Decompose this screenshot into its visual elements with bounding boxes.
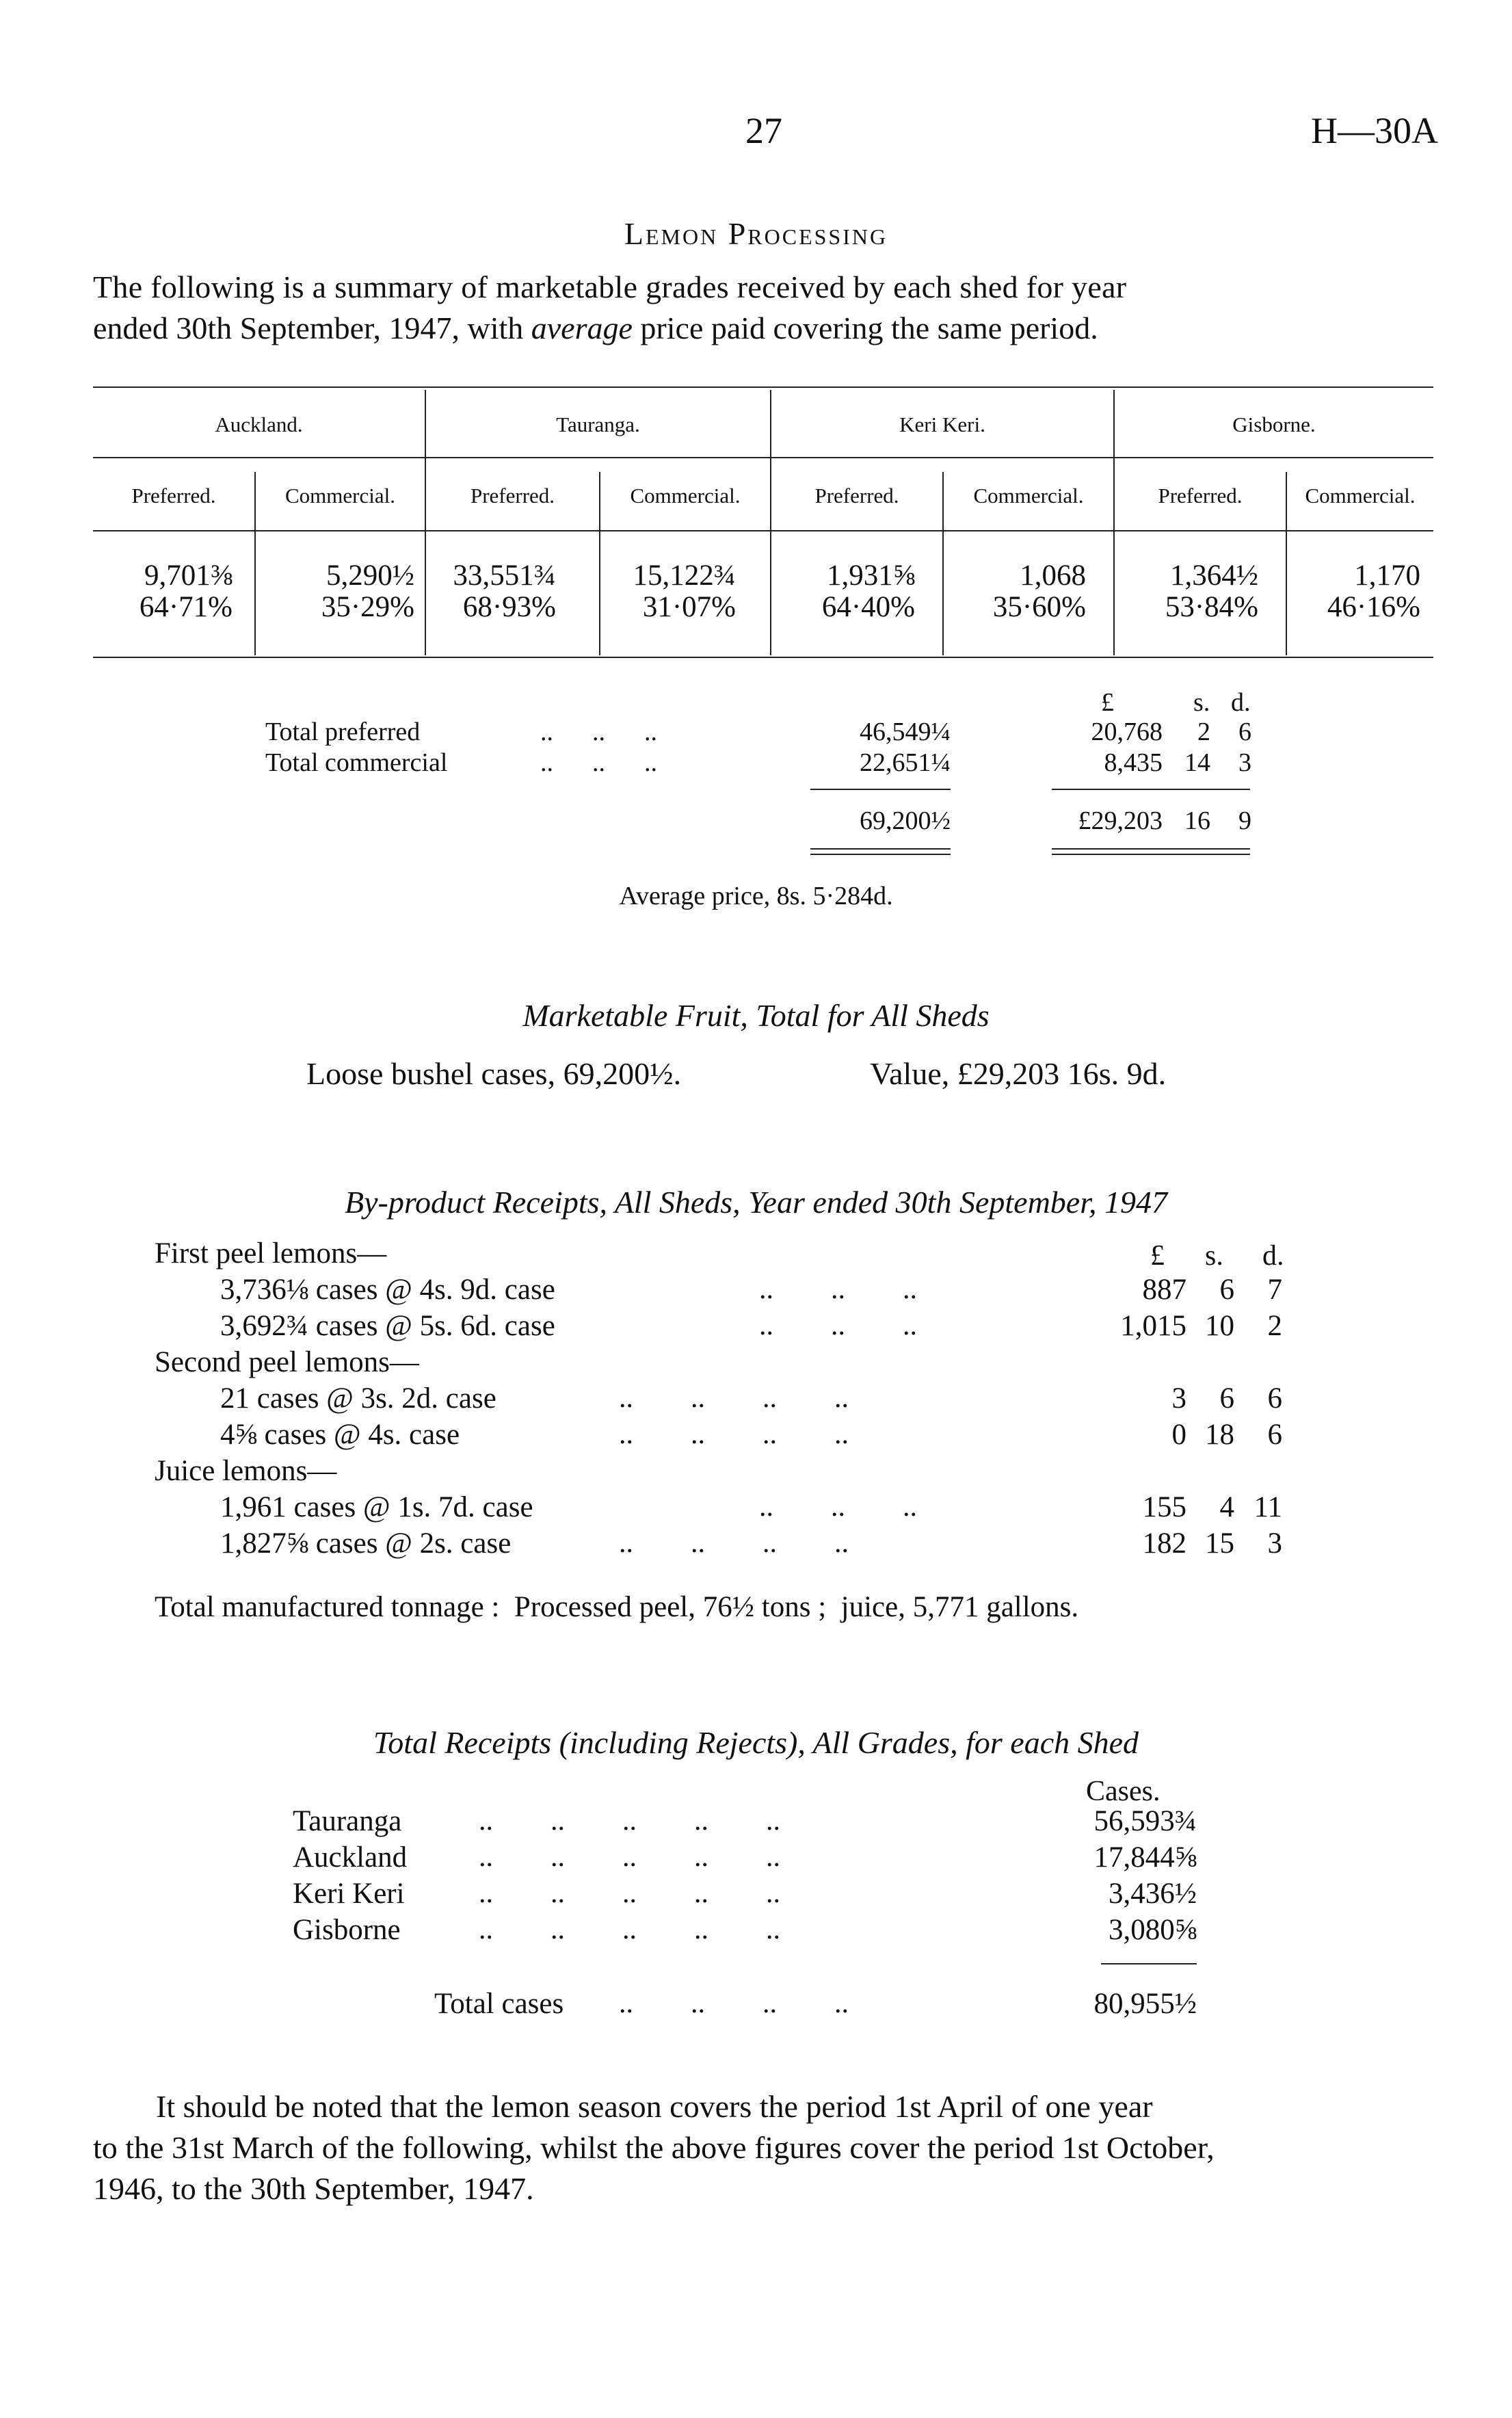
note-line-1: It should be noted that the lemon season covers the period 1st April of one year [156,2089,1153,2124]
total-commercial-shillings: 14 [1184,748,1210,777]
total-preferred-shillings: 2 [1197,718,1210,746]
dot-leader: .. .. .. .. .. [479,1878,780,1909]
table-cell-percent: 31·07% [642,591,736,623]
item-shillings: 15 [1205,1527,1234,1560]
item-pence: 11 [1254,1491,1282,1523]
total-shillings: 16 [1184,806,1210,835]
dot-leader: .. .. .. .. [619,1527,849,1559]
dot-leader: .. .. .. [540,748,657,777]
receipt-shed: Auckland [293,1841,408,1874]
dot-leader: .. .. .. [759,1274,917,1305]
subheader-commercial: Commercial. [1305,484,1416,508]
byproduct-item: 3,736⅛ cases @ 4s. 9d. case [220,1274,555,1306]
receipt-cases: 3,436½ [1109,1878,1197,1910]
item-pounds: 3 [1171,1382,1186,1415]
subheader-preferred: Preferred. [131,484,216,508]
double-rule [810,848,951,850]
item-pence: 2 [1267,1310,1282,1342]
marketable-value: Value, £29,203 16s. 9d. [870,1056,1167,1091]
table-cell-percent: 64·71% [139,591,233,623]
table-cell-quantity: 9,701⅜ [144,560,233,592]
total-cases-value: 80,955½ [1093,1988,1197,2020]
sum-rule [1101,1963,1197,1964]
item-shillings: 10 [1205,1310,1234,1342]
pence-header: d. [1231,688,1251,717]
total-preferred-pence: 6 [1238,718,1251,746]
cases-header: Cases. [1086,1776,1160,1807]
byproduct-item: 21 cases @ 3s. 2d. case [220,1382,496,1415]
note-line-2: to the 31st March of the following, whilst the above figures cover the period 1st October, [93,2130,1215,2165]
dot-leader: .. .. .. [759,1491,917,1523]
closing-note [93,2086,1433,2209]
table-cell-quantity: 1,068 [1020,560,1086,592]
dot-leader: .. .. .. .. .. [479,1914,780,1945]
dot-leader: .. .. .. .. .. [479,1841,780,1873]
total-cases-label: Total cases [434,1988,564,2020]
receipt-cases: 3,080⅝ [1109,1914,1197,1946]
byproduct-item: 3,692¾ cases @ 5s. 6d. case [220,1310,555,1342]
receipt-shed: Gisborne [293,1914,401,1946]
total-cases: 69,200½ [860,806,951,835]
total-commercial-pounds: 8,435 [1104,748,1163,777]
table-cell-percent: 53·84% [1165,591,1258,623]
dot-leader: .. .. .. [759,1310,917,1341]
double-rule [1052,848,1250,850]
total-preferred-cases: 46,549¼ [860,718,951,746]
dot-leader: .. .. .. [540,718,657,746]
item-pounds: 182 [1142,1527,1186,1560]
table-cell-percent: 64·40% [821,591,915,623]
item-shillings: 6 [1219,1274,1234,1306]
table-header-rule [93,457,1433,458]
total-preferred-label: Total preferred [265,718,421,746]
item-shillings: 4 [1219,1491,1234,1523]
item-pounds: 0 [1171,1419,1186,1451]
dot-leader: .. .. .. .. [619,1419,849,1450]
pounds-header: £ [1150,1240,1165,1272]
total-commercial-label: Total commercial [265,748,448,777]
intro-paragraph [93,267,1433,349]
page-title: Lemon Processing [624,216,888,251]
subheader-preferred: Preferred. [1158,484,1243,508]
table-top-rule [93,386,1433,388]
item-pence: 3 [1267,1527,1282,1560]
receipt-cases: 56,593¾ [1093,1805,1197,1837]
item-pounds: 887 [1142,1274,1186,1306]
table-cell-percent: 35·60% [992,591,1086,623]
byproduct-heading: By-product Receipts, All Sheds, Year ended 30th September, 1947 [344,1185,1168,1220]
average-price: Average price, 8s. 5·284d. [619,882,893,910]
table-cell-quantity: 1,931⅝ [827,560,915,592]
intro-line-1: The following is a summary of marketable grades received by each shed for year [93,270,1127,304]
total-pounds: £29,203 [1078,806,1163,835]
byproduct-item: 4⅝ cases @ 4s. case [220,1419,460,1451]
table-cell-quantity: 1,364½ [1170,560,1258,592]
pence-header: d. [1262,1240,1284,1272]
tonnage-summary: Total manufactured tonnage : Processed peel, 76½ tons ; juice, 5,771 gallons. [155,1591,1079,1623]
shed-header-tauranga: Tauranga. [556,412,640,436]
shed-header-auckland: Auckland. [215,412,303,436]
sum-rule [1052,789,1250,790]
item-pence: 6 [1267,1419,1282,1451]
marketable-heading: Marketable Fruit, Total for All Sheds [522,998,990,1033]
subheader-preferred: Preferred. [814,484,899,508]
table-cell-percent: 35·29% [321,591,414,623]
table-cell-quantity: 5,290½ [326,560,414,592]
total-preferred-pounds: 20,768 [1091,718,1163,746]
total-commercial-cases: 22,651¼ [860,748,951,777]
byproduct-item: 1,961 cases @ 1s. 7d. case [220,1491,533,1523]
dot-leader: .. .. .. .. [619,1988,849,2019]
group-label-juice: Juice lemons— [155,1455,337,1487]
group-label-first-peel: First peel lemons— [155,1237,387,1270]
subheader-commercial: Commercial. [285,484,395,508]
item-pence: 7 [1267,1274,1282,1306]
table-cell-percent: 46·16% [1327,591,1420,623]
group-label-second-peel: Second peel lemons— [155,1346,419,1378]
receipts-heading: Total Receipts (including Rejects), All Grades, for each Shed [373,1725,1139,1760]
intro-line-2 [93,308,1433,349]
table-subheader-rule [93,530,1433,531]
note-line-3: 1946, to the 30th September, 1947. [93,2171,534,2206]
table-cell-percent: 68·93% [462,591,556,623]
table-cell-quantity: 1,170 [1354,560,1420,592]
shed-header-keri-keri: Keri Keri. [899,412,985,436]
item-pounds: 1,015 [1120,1310,1186,1342]
item-pounds: 155 [1142,1491,1186,1523]
byproduct-item: 1,827⅝ cases @ 2s. case [220,1527,512,1560]
marketable-cases: Loose bushel cases, 69,200½. [306,1056,682,1091]
table-cell-quantity: 33,551¾ [453,560,556,592]
shed-header-gisborne: Gisborne. [1232,412,1316,436]
document-code: H—30A [1311,110,1438,151]
page-number: 27 [745,110,782,151]
item-shillings: 18 [1205,1419,1234,1451]
subheader-preferred: Preferred. [470,484,555,508]
item-shillings: 6 [1219,1382,1234,1415]
total-commercial-pence: 3 [1238,748,1251,777]
sum-rule [810,789,951,790]
intro-emphasis: average [531,311,633,345]
subheader-commercial: Commercial. [630,484,741,508]
dot-leader: .. .. .. .. [619,1382,849,1414]
intro-text-end: price paid covering the same period. [632,311,1098,345]
shillings-header: s. [1193,688,1210,717]
receipt-cases: 17,844⅝ [1093,1841,1197,1874]
double-rule [1052,854,1250,855]
double-rule [810,854,951,855]
item-pence: 6 [1267,1382,1282,1415]
total-pence: 9 [1238,806,1251,835]
receipt-shed: Keri Keri [293,1878,405,1910]
intro-text: ended 30th September, 1947, with [93,311,531,345]
table-cell-quantity: 15,122¾ [633,560,736,592]
subheader-commercial: Commercial. [973,484,1084,508]
table-bottom-rule [93,657,1433,658]
receipt-shed: Tauranga [293,1805,402,1837]
shillings-header: s. [1205,1240,1223,1272]
dot-leader: .. .. .. .. .. [479,1805,780,1837]
pounds-header: £ [1101,688,1114,717]
